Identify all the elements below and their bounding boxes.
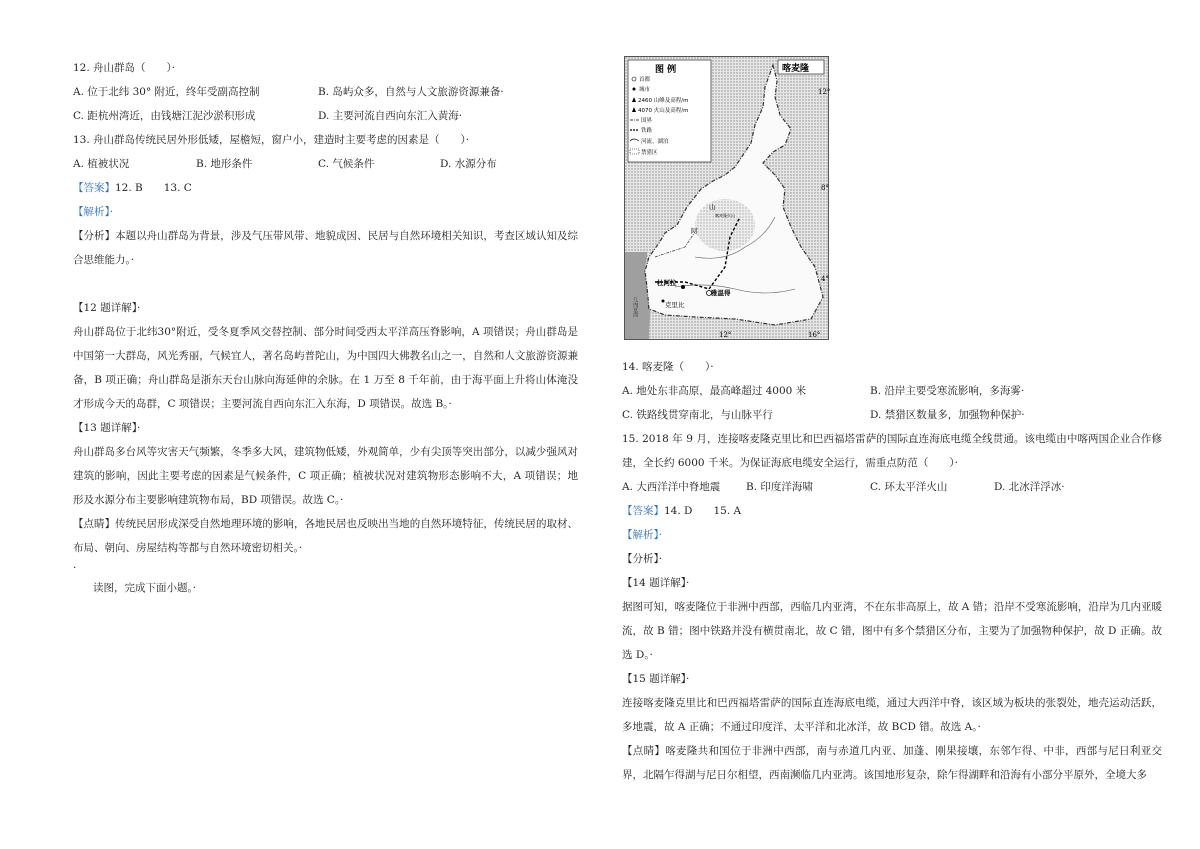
- q13-option-d: D. 水源分布: [440, 158, 497, 170]
- map-title: 喀麦隆: [782, 64, 810, 74]
- detail-14-label: 【14 题详解】·: [622, 577, 690, 589]
- q13-options: [73, 152, 578, 176]
- dianjing-paragraph: [73, 512, 578, 560]
- sea-label: 几内亚湾: [632, 297, 638, 317]
- answer-line: [622, 499, 1162, 523]
- legend-item-capital: 首都: [639, 77, 651, 83]
- q14-option-d: D. 禁猎区数量多，加强物种保护·: [870, 409, 1025, 421]
- question-13: 13. 舟山群岛传统民居外形低矮，屋檐短，窗户小，建造时主要考虑的因素是（ ）·: [73, 134, 470, 146]
- legend-item-volcano: 4070 火山及高程/m: [638, 108, 689, 114]
- read-map-instruction: 读图，完成下面小题。·: [93, 582, 197, 594]
- q15-option-a: A. 大西洋洋中脊地震: [622, 481, 721, 493]
- dianjing-text: 喀麦隆共和国位于非洲中西部，南与赤道几内亚、加蓬、刚果接壤，东邻乍得、中非，西部与尼日利亚交界，北隔乍得湖与尼日尔相望，西南濒临几内亚湾。该国地形复杂，除乍得湖畔和沿海有小部分平原外，全境大多: [622, 745, 1163, 781]
- douala-marker: [681, 285, 685, 289]
- legend-item-reserve: 禁猎区: [641, 150, 658, 156]
- city-kribi: 克里比: [665, 301, 685, 309]
- mountain-label: 山: [709, 203, 716, 211]
- answer-text: 14. D 15. A: [664, 505, 742, 517]
- city-yaounde: 雅温得: [711, 289, 731, 297]
- question-14: 14. 喀麦隆（ ）·: [622, 361, 714, 373]
- adamawa-plateau: [695, 199, 755, 251]
- dianjing-label: 【点睛】: [622, 745, 666, 757]
- dianjing-text: 传统民居形成深受自然地理环境的影响，各地民居也反映出当地的自然环境特征，传统民居的取材、布局、朝向、房屋结构等都与自然环境密切相关。·: [73, 518, 579, 554]
- lat-12: 12°: [818, 88, 831, 96]
- lat-4: 4°: [821, 275, 829, 283]
- detail-12-label: 【12 题详解】·: [73, 302, 141, 314]
- q12-option-d: D. 主要河流自西向东汇入黄海·: [318, 110, 463, 122]
- answer-label: 【答案】: [73, 182, 115, 194]
- detail-15-text: 连接喀麦隆克里比和巴西福塔雷萨的国际直连海底电缆，通过大西洋中脊，该区域为板块的张裂处，地壳运动活跃，多地震，故 A 正确；不通过印度洋、太平洋和北冰洋，故 BCD 错。故选 A。·: [622, 697, 1162, 733]
- legend-title: 图 例: [655, 65, 677, 75]
- detail-12-text: 舟山群岛位于北纬30°附近，受冬夏季风交替控制、部分时间受西太平洋高压脊影响，A 项错误；舟山群岛是中国第一大群岛，风光秀丽，气候宜人，著名岛屿普陀山，为中国四大佛教名山之一，自然和人文旅游资源兼备，B 项正确；舟山群岛是浙东天台山脉向海延伸的余脉。在 1 万至 8 千年前，由于海平面上升将山体淹没才形成今天的岛群，C 项错误；主要河流自西向东汇入东海，D 项错误。故选 B。·: [73, 326, 578, 410]
- lon-12: 12°: [719, 331, 732, 339]
- legend-item-peak: 2460 山峰及高程/m: [638, 98, 689, 104]
- q15-options: [622, 475, 1162, 499]
- jiexi-label: 【解析】·: [622, 529, 663, 541]
- plateau-label: 阿: [691, 227, 698, 235]
- q14-options-ab: [622, 379, 1162, 403]
- detail-13-text: 舟山群岛多台风等灾害天气频繁，冬季多大风，建筑物低矮，外观简单，少有尖顶等突出部分，以减少强风对建筑的影响，因此主要考虑的因素是气候条件，C 项正确；植被状况对建筑物形态影响不大，A 项错误；地形及水源分布主要影响建筑物布局，BD 项错误。故选 C。·: [73, 446, 578, 506]
- q15-option-b: B. 印度洋海啸: [746, 481, 813, 493]
- q12-option-b: B. 岛屿众多，自然与人文旅游资源兼备·: [318, 86, 504, 98]
- detail-13-label: 【13 题详解】·: [73, 422, 141, 434]
- detail-14-text: 据图可知，喀麦隆位于非洲中西部，西临几内亚湾，不在东非高原上，故 A 错；沿岸不受寒流影响，沿岸为几内亚暖流，故 B 错；图中铁路并没有横贯南北，故 C 错，图中有多个禁猎区分布，主要为了加强物种保护，故 D 正确。故选 D。·: [622, 601, 1162, 661]
- q12-options-ab: [73, 80, 578, 104]
- q14-option-a: A. 地处东非高原，最高峰超过 4000 米: [622, 385, 807, 397]
- q13-option-c: C. 气候条件: [318, 158, 375, 170]
- q14-option-c: C. 铁路线贯穿南北，与山脉平行: [622, 409, 773, 421]
- fenxi-text: 本题以舟山群岛为背景，涉及气压带风带、地貌成因、民居与自然环境相关知识，考查区域认知及综合思维能力。·: [73, 230, 579, 266]
- right-column: [622, 355, 1162, 787]
- fenxi-label: 【分析】·: [622, 553, 663, 565]
- fenxi-label: 【分析】: [73, 230, 116, 242]
- q14-option-b: B. 沿岸主要受寒流影响，多海雾·: [870, 385, 1025, 397]
- jiexi-label: 【解析】·: [73, 206, 114, 218]
- legend-item-river: 河流、湖泊: [641, 139, 669, 145]
- q13-option-a: A. 植被状况: [73, 158, 130, 170]
- lon-16: 16°: [808, 331, 821, 339]
- dianjing-label: 【点睛】: [73, 518, 116, 530]
- legend-item-railway: 铁路: [641, 128, 653, 134]
- fenxi-paragraph: [73, 224, 578, 272]
- q13-option-b: B. 地形条件: [196, 158, 253, 170]
- q12-option-c: C. 距杭州湾近，由钱塘江泥沙淤积形成: [73, 110, 256, 122]
- lat-8: 8°: [821, 184, 829, 192]
- city-icon: [633, 88, 636, 91]
- question-12: 12. 舟山群岛（ ）·: [73, 62, 176, 74]
- q14-options-cd: [622, 403, 1162, 427]
- answer-text: 12. B 13. C: [115, 182, 192, 194]
- cameroon-map: [624, 56, 829, 340]
- question-15: 15. 2018 年 9 月，连接喀麦隆克里比和巴西福塔雷萨的国际直连海底电缆全线贯通。该电缆由中喀两国企业合作修建，全长约 6000 千米。为保证海底电缆安全运行，需重点防范（ ）·: [622, 433, 1162, 469]
- detail-15-label: 【15 题详解】·: [622, 673, 690, 685]
- dianjing-paragraph: [622, 739, 1162, 787]
- answer-label: 【答案】: [622, 505, 664, 517]
- q15-option-c: C. 环太平洋火山: [870, 481, 948, 493]
- q12-option-a: A. 位于北纬 30° 附近，终年受副高控制: [73, 86, 260, 98]
- q15-option-d: D. 北冰洋浮冰·: [994, 481, 1065, 493]
- map-figure: [625, 57, 831, 339]
- answer-line: [73, 176, 578, 200]
- legend-item-city: 城市: [639, 87, 651, 93]
- left-column: [73, 56, 578, 600]
- city-douala: 杜阿拉: [657, 279, 677, 287]
- spacer-dot: ·: [73, 562, 77, 574]
- q12-options-cd: [73, 104, 578, 128]
- legend-item-border: 国界: [641, 118, 653, 124]
- peak-label: 喀麦隆火山: [715, 213, 735, 218]
